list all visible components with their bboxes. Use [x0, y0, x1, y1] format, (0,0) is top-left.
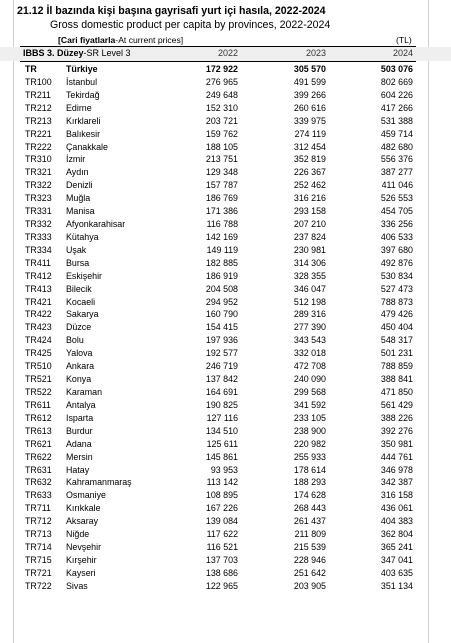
- province-name: Eskişehir: [66, 270, 103, 281]
- value-2022: 159 762: [205, 128, 238, 139]
- region-code: TR425: [25, 348, 52, 359]
- value-2024: 503 076: [380, 64, 413, 74]
- value-2022: 204 508: [205, 283, 238, 294]
- region-code: TR411: [25, 257, 51, 268]
- value-2023: 252 462: [293, 180, 326, 191]
- value-2022: 152 310: [205, 102, 238, 113]
- table-row: [0, 218, 451, 231]
- province-name: Bilecik: [66, 283, 92, 294]
- value-2022: 108 895: [205, 490, 238, 501]
- region-code: TR334: [25, 244, 52, 255]
- value-2022: 276 965: [205, 76, 238, 87]
- price-note: [58, 35, 183, 45]
- province-name: Niğde: [66, 529, 90, 540]
- region-code: TR211: [25, 89, 51, 100]
- province-name: Sivas: [66, 580, 88, 591]
- table-row: [0, 386, 451, 399]
- value-2023: 352 819: [293, 154, 326, 165]
- table-row: [0, 141, 451, 154]
- value-2024: 404 383: [380, 516, 413, 527]
- value-2023: 220 982: [293, 438, 326, 449]
- table-row: [0, 502, 451, 515]
- price-note-en: -At current prices]: [115, 35, 184, 45]
- value-2023: 261 437: [293, 516, 326, 527]
- value-2023: 491 599: [293, 76, 326, 87]
- table-row: [0, 425, 451, 438]
- value-2023: 341 592: [293, 399, 326, 410]
- value-2024: 316 158: [380, 490, 413, 501]
- province-name: Yalova: [66, 348, 93, 359]
- table-row: [0, 451, 451, 464]
- table-row: [0, 166, 451, 179]
- value-2024: 459 714: [380, 128, 413, 139]
- value-2024: 482 680: [380, 141, 413, 152]
- table-row: [0, 283, 451, 296]
- value-2024: 561 429: [380, 399, 413, 410]
- value-2024: 471 850: [380, 387, 413, 397]
- value-2022: 116 788: [206, 219, 238, 230]
- value-2023: 230 981: [293, 244, 326, 255]
- value-2022: 138 686: [205, 567, 238, 578]
- region-code: TR522: [25, 387, 52, 397]
- province-name: Ankara: [66, 361, 95, 372]
- value-2022: 149 119: [206, 244, 238, 255]
- value-2023: 174 628: [293, 490, 326, 501]
- value-2022: 137 842: [205, 374, 238, 385]
- value-2024: 397 680: [380, 244, 413, 255]
- province-name: Adana: [66, 438, 92, 449]
- table-subtitle: Gross domestic product per capita by provinces, 2022-2024: [50, 19, 331, 31]
- region-code: TR422: [25, 309, 52, 320]
- value-2022: 188 105: [205, 141, 238, 152]
- region-code: TR222: [25, 141, 52, 152]
- table-row: [0, 89, 451, 102]
- value-2023: 178 614: [293, 464, 326, 475]
- table-row: [0, 205, 451, 218]
- value-2024: 531 388: [380, 115, 413, 126]
- region-code: TR213: [25, 115, 52, 126]
- table-row: [0, 270, 451, 283]
- unit-label: (TL): [396, 35, 412, 45]
- value-2023: 211 809: [294, 529, 326, 540]
- table-row: [0, 347, 451, 360]
- region-code: TR612: [25, 412, 52, 423]
- table-row: [0, 179, 451, 192]
- table-row: [0, 296, 451, 309]
- value-2024: 444 761: [380, 451, 413, 462]
- value-2022: 122 965: [205, 580, 238, 591]
- value-2024: 454 705: [380, 206, 413, 217]
- province-name: Sakarya: [66, 309, 99, 320]
- value-2022: 117 622: [206, 529, 238, 540]
- value-2022: 246 719: [205, 361, 238, 372]
- value-2022: 294 952: [205, 296, 238, 307]
- province-name: Aksaray: [66, 516, 99, 527]
- value-2023: 343 543: [293, 335, 326, 346]
- province-name: Isparta: [66, 412, 94, 423]
- value-2024: 411 046: [381, 180, 413, 191]
- table-row: [0, 153, 451, 166]
- value-2024: 788 873: [380, 296, 413, 307]
- value-2022: 171 386: [205, 206, 238, 217]
- value-2024: 388 226: [380, 412, 413, 423]
- region-code: TR412: [25, 270, 52, 281]
- value-2024: 387 277: [380, 167, 413, 178]
- level-header: [23, 48, 131, 58]
- region-code: TR521: [25, 374, 52, 385]
- region-code: TR413: [25, 283, 52, 294]
- year-header-2024: 2024: [392, 48, 413, 58]
- region-code: TR613: [25, 425, 52, 436]
- table-row: [0, 244, 451, 257]
- value-2024: 406 533: [380, 231, 413, 242]
- value-2024: 450 404: [380, 322, 413, 333]
- table-row: [0, 192, 451, 205]
- value-2022: 142 169: [205, 231, 238, 242]
- value-2024: 604 226: [380, 89, 413, 100]
- table-title: 21.12 İl bazında kişi başına gayrisafi yurt içi hasıla, 2022-2024: [17, 5, 326, 17]
- value-2022: 186 919: [205, 270, 238, 281]
- value-2024: 365 241: [380, 542, 413, 553]
- region-code: TR323: [25, 193, 52, 204]
- value-2022: 167 226: [205, 503, 238, 514]
- value-2024: 526 553: [380, 193, 413, 204]
- province-name: Nevşehir: [66, 542, 102, 553]
- province-name: Afyonkarahisar: [66, 219, 126, 230]
- province-name: Burdur: [66, 425, 93, 436]
- table-row: [0, 321, 451, 334]
- value-2022: 182 885: [205, 257, 238, 268]
- table-row: [0, 438, 451, 451]
- value-2024: 351 134: [380, 580, 413, 591]
- value-2023: 237 824: [293, 231, 326, 242]
- province-name: Hatay: [66, 464, 90, 475]
- province-name: Bursa: [66, 257, 90, 268]
- value-2024: 346 978: [380, 464, 413, 475]
- value-2022: 157 787: [205, 180, 238, 191]
- value-2023: 203 905: [293, 580, 326, 591]
- region-code: TR322: [25, 180, 52, 191]
- table-row: [0, 128, 451, 141]
- total-row: [0, 63, 451, 76]
- province-name: Kayseri: [66, 567, 96, 578]
- value-2023: 255 933: [293, 451, 326, 462]
- value-2022: 249 648: [205, 89, 238, 100]
- province-name: Muğla: [66, 193, 91, 204]
- region-code: TR633: [25, 490, 52, 501]
- province-name: İzmir: [66, 154, 86, 165]
- value-2023: 226 367: [293, 167, 326, 178]
- value-2024: 347 041: [380, 554, 413, 565]
- value-2024: 527 473: [380, 283, 413, 294]
- table-row: [0, 489, 451, 502]
- province-name: Kırklareli: [66, 115, 101, 126]
- table-row: [0, 412, 451, 425]
- value-2024: 530 834: [380, 270, 413, 281]
- value-2024: 802 669: [380, 76, 413, 87]
- region-code: TR310: [25, 154, 52, 165]
- value-2024: 548 317: [380, 335, 413, 346]
- value-2023: 240 090: [293, 374, 326, 385]
- region-code: TR331: [25, 206, 52, 217]
- table-row: [0, 515, 451, 528]
- value-2023: 277 390: [293, 322, 326, 333]
- value-2022: 213 751: [205, 154, 238, 165]
- value-2024: 388 841: [380, 374, 413, 385]
- value-2022: 186 769: [205, 193, 238, 204]
- value-2023: 238 900: [293, 425, 326, 436]
- value-2023: 215 539: [293, 542, 326, 553]
- header-bottom-rule: [20, 61, 416, 62]
- province-name: Düzce: [66, 322, 92, 333]
- region-code: TR712: [25, 516, 52, 527]
- price-note-tr: [Cari fiyatlarla: [58, 35, 116, 45]
- table-row: [0, 334, 451, 347]
- region-code: TR632: [25, 477, 52, 488]
- value-2024: 392 276: [380, 425, 413, 436]
- region-code: TR715: [25, 554, 52, 565]
- value-2022: 116 521: [206, 542, 238, 553]
- value-2023: 274 119: [294, 128, 326, 139]
- province-name: Kırıkkale: [66, 503, 101, 514]
- value-2022: 134 510: [205, 425, 238, 436]
- region-code: TR714: [25, 542, 52, 553]
- value-2023: 260 616: [293, 102, 326, 113]
- province-name: Antalya: [66, 399, 96, 410]
- year-header-2022: 2022: [217, 48, 238, 58]
- value-2023: 312 454: [293, 141, 326, 152]
- province-name: Balıkesir: [66, 128, 101, 139]
- region-code: TR713: [25, 529, 52, 540]
- value-2024: 492 876: [380, 257, 413, 268]
- table-row: [0, 567, 451, 580]
- province-name: Tekirdağ: [66, 89, 100, 100]
- region-code: TR321: [25, 167, 52, 178]
- value-2023: 346 047: [293, 283, 326, 294]
- value-2023: 268 443: [293, 503, 326, 514]
- value-2022: 164 691: [205, 387, 238, 397]
- province-name: Osmaniye: [66, 490, 106, 501]
- value-2024: 556 376: [380, 154, 413, 165]
- table-row: [0, 360, 451, 373]
- value-2022: 125 611: [206, 438, 238, 449]
- region-code: TR711: [25, 503, 51, 514]
- region-code: TR631: [25, 464, 52, 475]
- province-name: Kahramanmaraş: [66, 477, 132, 488]
- value-2022: 129 348: [205, 167, 238, 178]
- value-2023: 399 266: [293, 89, 326, 100]
- value-2023: 512 198: [293, 296, 326, 307]
- region-code: TR424: [25, 335, 52, 346]
- value-2024: 479 426: [380, 309, 413, 320]
- province-name: Kocaeli: [66, 296, 96, 307]
- value-2022: 137 703: [205, 554, 238, 565]
- level-header-tr: IBBS 3. Düzey: [23, 48, 84, 58]
- province-name: Kütahya: [66, 231, 99, 242]
- value-2022: 154 415: [205, 322, 238, 333]
- value-2022: 192 577: [205, 348, 238, 359]
- value-2024: 417 266: [380, 102, 413, 113]
- table-row: [0, 373, 451, 386]
- value-2023: 328 355: [293, 270, 326, 281]
- value-2024: 342 387: [380, 477, 413, 488]
- column-header: [0, 47, 451, 61]
- table-row: [0, 115, 451, 128]
- province-name: Konya: [66, 374, 92, 385]
- value-2023: 293 158: [293, 206, 326, 217]
- table-row: [0, 257, 451, 270]
- province-name: Kırşehir: [66, 554, 97, 565]
- value-2023: 251 642: [293, 567, 326, 578]
- region-code: TR332: [25, 219, 52, 230]
- value-2023: 316 216: [293, 193, 326, 204]
- value-2023: 228 946: [293, 554, 326, 565]
- value-2024: 501 231: [380, 348, 413, 359]
- value-2022: 190 825: [205, 399, 238, 410]
- value-2022: 172 922: [205, 64, 238, 74]
- value-2022: 160 790: [205, 309, 238, 320]
- value-2022: 127 116: [206, 412, 238, 423]
- province-name: Karaman: [66, 387, 103, 397]
- table-row: [0, 464, 451, 477]
- table-row: [0, 231, 451, 244]
- region-code: TR333: [25, 231, 52, 242]
- value-2023: 207 210: [293, 219, 326, 230]
- table-row: [0, 76, 451, 89]
- value-2022: 203 721: [205, 115, 238, 126]
- region-code: TR611: [25, 399, 51, 410]
- value-2024: 336 256: [380, 219, 413, 230]
- value-2023: 289 316: [293, 309, 326, 320]
- table-row: [0, 308, 451, 321]
- value-2024: 362 804: [380, 529, 413, 540]
- table-row: [0, 476, 451, 489]
- value-2022: 145 861: [205, 451, 238, 462]
- region-code: TR423: [25, 322, 52, 333]
- table-row: [0, 102, 451, 115]
- region-code: TR212: [25, 102, 52, 113]
- table-row: [0, 399, 451, 412]
- region-code: TR221: [25, 128, 52, 139]
- province-name: Uşak: [66, 244, 87, 255]
- region-code: TR621: [25, 438, 52, 449]
- value-2023: 299 568: [293, 387, 326, 397]
- value-2023: 233 105: [293, 412, 326, 423]
- value-2022: 139 084: [205, 516, 238, 527]
- value-2023: 339 975: [293, 115, 326, 126]
- region-code: TR510: [25, 361, 52, 372]
- value-2024: 403 635: [380, 567, 413, 578]
- value-2024: 350 981: [380, 438, 413, 449]
- table-row: [0, 580, 451, 593]
- province-name: Edirne: [66, 102, 92, 113]
- year-header-2023: 2023: [305, 48, 326, 58]
- value-2024: 436 061: [380, 503, 413, 514]
- value-2023: 188 293: [293, 477, 326, 488]
- region-code: TR100: [25, 76, 52, 87]
- region-code: TR722: [25, 580, 52, 591]
- value-2024: 788 859: [380, 361, 413, 372]
- province-name: Bolu: [66, 335, 84, 346]
- province-name: İstanbul: [66, 76, 98, 87]
- region-code: TR622: [25, 451, 52, 462]
- value-2023: 332 018: [293, 348, 326, 359]
- value-2022: 197 936: [205, 335, 238, 346]
- value-2023: 314 306: [293, 257, 326, 268]
- value-2022: 113 142: [206, 477, 238, 488]
- table-row: [0, 554, 451, 567]
- province-name: Mersin: [66, 451, 93, 462]
- province-name: Türkiye: [66, 64, 98, 74]
- value-2023: 305 570: [293, 64, 326, 74]
- table-row: [0, 528, 451, 541]
- province-name: Çanakkale: [66, 141, 108, 152]
- region-code: TR421: [25, 296, 52, 307]
- level-header-en: -SR Level 3: [83, 48, 131, 58]
- province-name: Manisa: [66, 206, 95, 217]
- province-name: Aydın: [66, 167, 89, 178]
- value-2022: 93 953: [210, 464, 238, 475]
- region-code: TR721: [25, 567, 52, 578]
- region-code: TR: [25, 64, 37, 74]
- province-name: Denizli: [66, 180, 93, 191]
- table-row: [0, 541, 451, 554]
- value-2023: 472 708: [293, 361, 326, 372]
